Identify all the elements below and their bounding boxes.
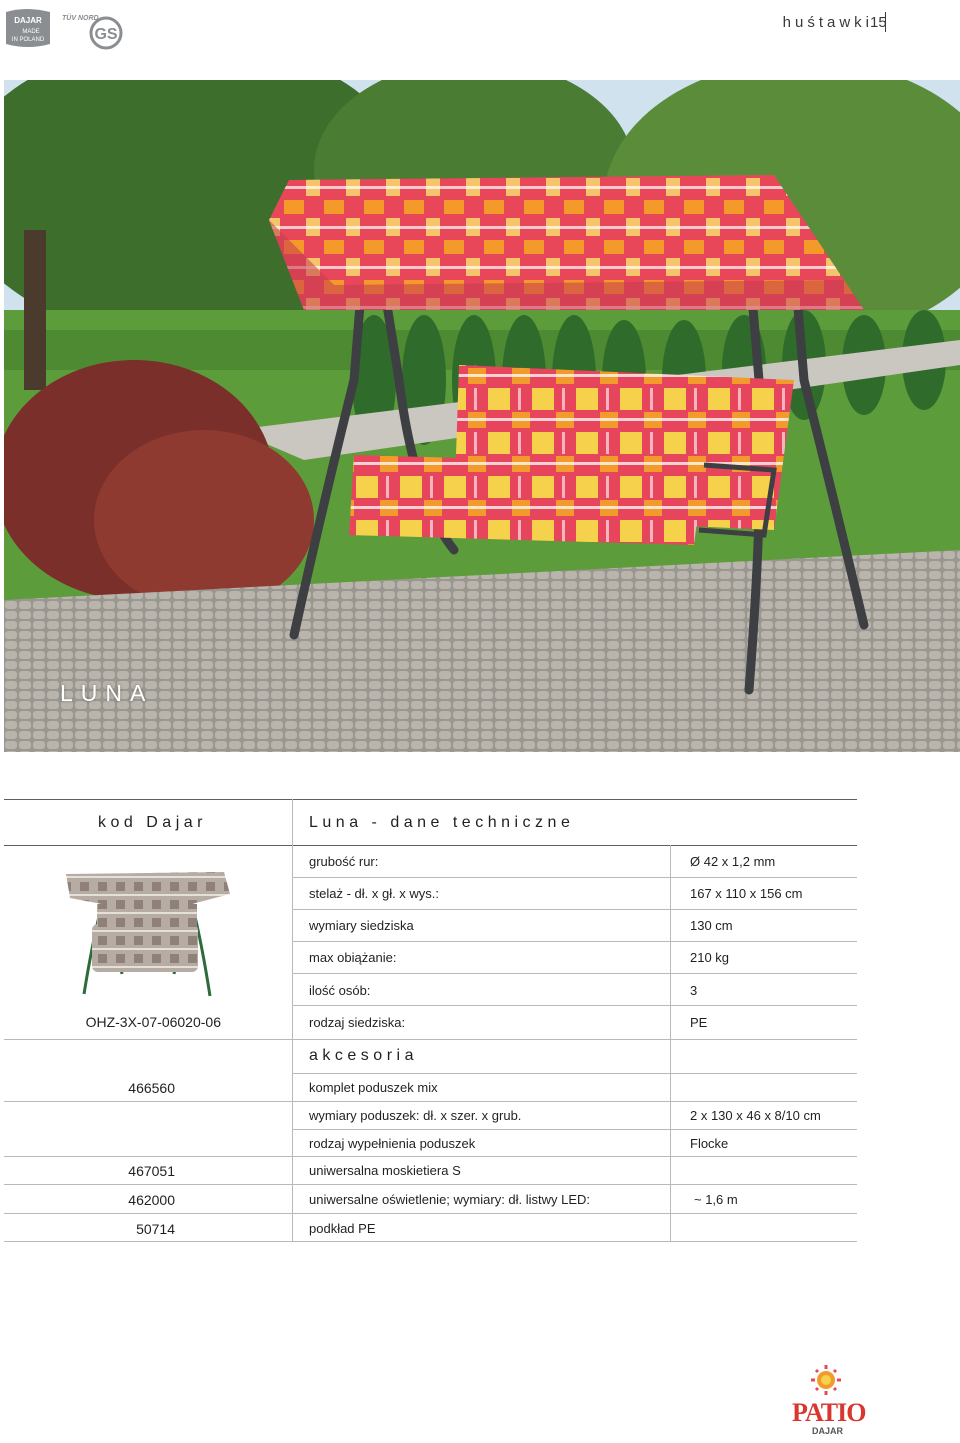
- accessory-label: uniwersalna moskietiera S: [309, 1163, 461, 1178]
- svg-text:GS: GS: [94, 26, 118, 43]
- product-code: OHZ-3X-07-06020-06: [85, 1014, 221, 1030]
- spec-label: ilość osób:: [309, 983, 371, 998]
- svg-text:TÜV NORD: TÜV NORD: [62, 15, 99, 22]
- svg-text:IN POLAND: IN POLAND: [11, 37, 45, 43]
- table-header-rule: [4, 845, 857, 846]
- dajar-wordmark: DAJAR: [812, 1426, 844, 1436]
- accessory-code: 466560: [128, 1080, 175, 1096]
- row-rule: [4, 1156, 857, 1157]
- row-rule: [4, 1241, 857, 1242]
- svg-text:DAJAR: DAJAR: [14, 16, 42, 25]
- accessory-code: 462000: [128, 1192, 175, 1208]
- accessory-code: 50714: [136, 1221, 175, 1237]
- accessories-header: akcesoria: [309, 1047, 418, 1064]
- spec-value: PE: [690, 1015, 708, 1030]
- col-header-code: kod Dajar: [98, 814, 207, 831]
- svg-text:MADE: MADE: [22, 29, 40, 35]
- accessory-label: uniwersalne oświetlenie; wymiary: dł. listwy LED:: [309, 1192, 591, 1207]
- row-rule: [292, 909, 857, 910]
- accessory-value: 2 x 130 x 46 x 8/10 cm: [690, 1108, 821, 1123]
- row-rule: [292, 941, 857, 942]
- row-rule: [4, 1184, 857, 1185]
- row-rule: [292, 973, 857, 974]
- accessory-label: rodzaj wypełnienia poduszek: [309, 1136, 476, 1151]
- row-rule: [292, 877, 857, 878]
- page-number: 15: [870, 14, 887, 31]
- spec-label: stelaż - dł. x gł. x wys.:: [309, 886, 440, 901]
- row-rule: [4, 1101, 857, 1102]
- spec-value: 210 kg: [690, 950, 730, 965]
- accessory-code: 467051: [128, 1163, 175, 1179]
- accessory-value: ~ 1,6 m: [694, 1192, 738, 1207]
- table-top-rule: [4, 799, 857, 800]
- spec-label: wymiary siedziska: [309, 918, 414, 933]
- accessory-value: Flocke: [690, 1136, 729, 1151]
- row-rule: [292, 1129, 857, 1130]
- row-rule: [292, 1005, 857, 1006]
- certification-logos: [4, 6, 128, 50]
- product-photo: [4, 80, 960, 752]
- product-title: LUNA: [60, 680, 154, 706]
- table-col-divider-1: [292, 799, 293, 1242]
- spec-label: rodzaj siedziska:: [309, 1015, 406, 1030]
- spec-value: 167 x 110 x 156 cm: [690, 886, 803, 901]
- spec-label: grubość rur:: [309, 854, 379, 869]
- row-rule: [4, 1039, 857, 1040]
- dajar-made-in-poland-badge: [4, 6, 128, 50]
- tuv-gs-badge: [62, 13, 121, 48]
- accessory-label: komplet poduszek mix: [309, 1080, 438, 1095]
- spec-value: Ø 42 x 1,2 mm: [690, 854, 776, 869]
- row-rule: [292, 1073, 857, 1074]
- spec-value: 130 cm: [690, 918, 733, 933]
- col-header-specs: Luna - dane techniczne: [309, 814, 575, 831]
- spec-value: 3: [690, 983, 698, 998]
- row-rule: [4, 1213, 857, 1214]
- accessory-label: podkład PE: [309, 1221, 376, 1236]
- sun-icon: [811, 1365, 841, 1395]
- patio-dajar-logo: [786, 1362, 866, 1438]
- accessory-label: wymiary poduszek: dł. x szer. x grub.: [309, 1108, 522, 1123]
- table-col-divider-2: [670, 845, 671, 1242]
- product-thumbnail: [62, 864, 230, 1004]
- section-title: huśtawki: [782, 13, 873, 31]
- patio-wordmark: PATIO: [792, 1398, 866, 1427]
- spec-label: max obiążanie:: [309, 950, 397, 965]
